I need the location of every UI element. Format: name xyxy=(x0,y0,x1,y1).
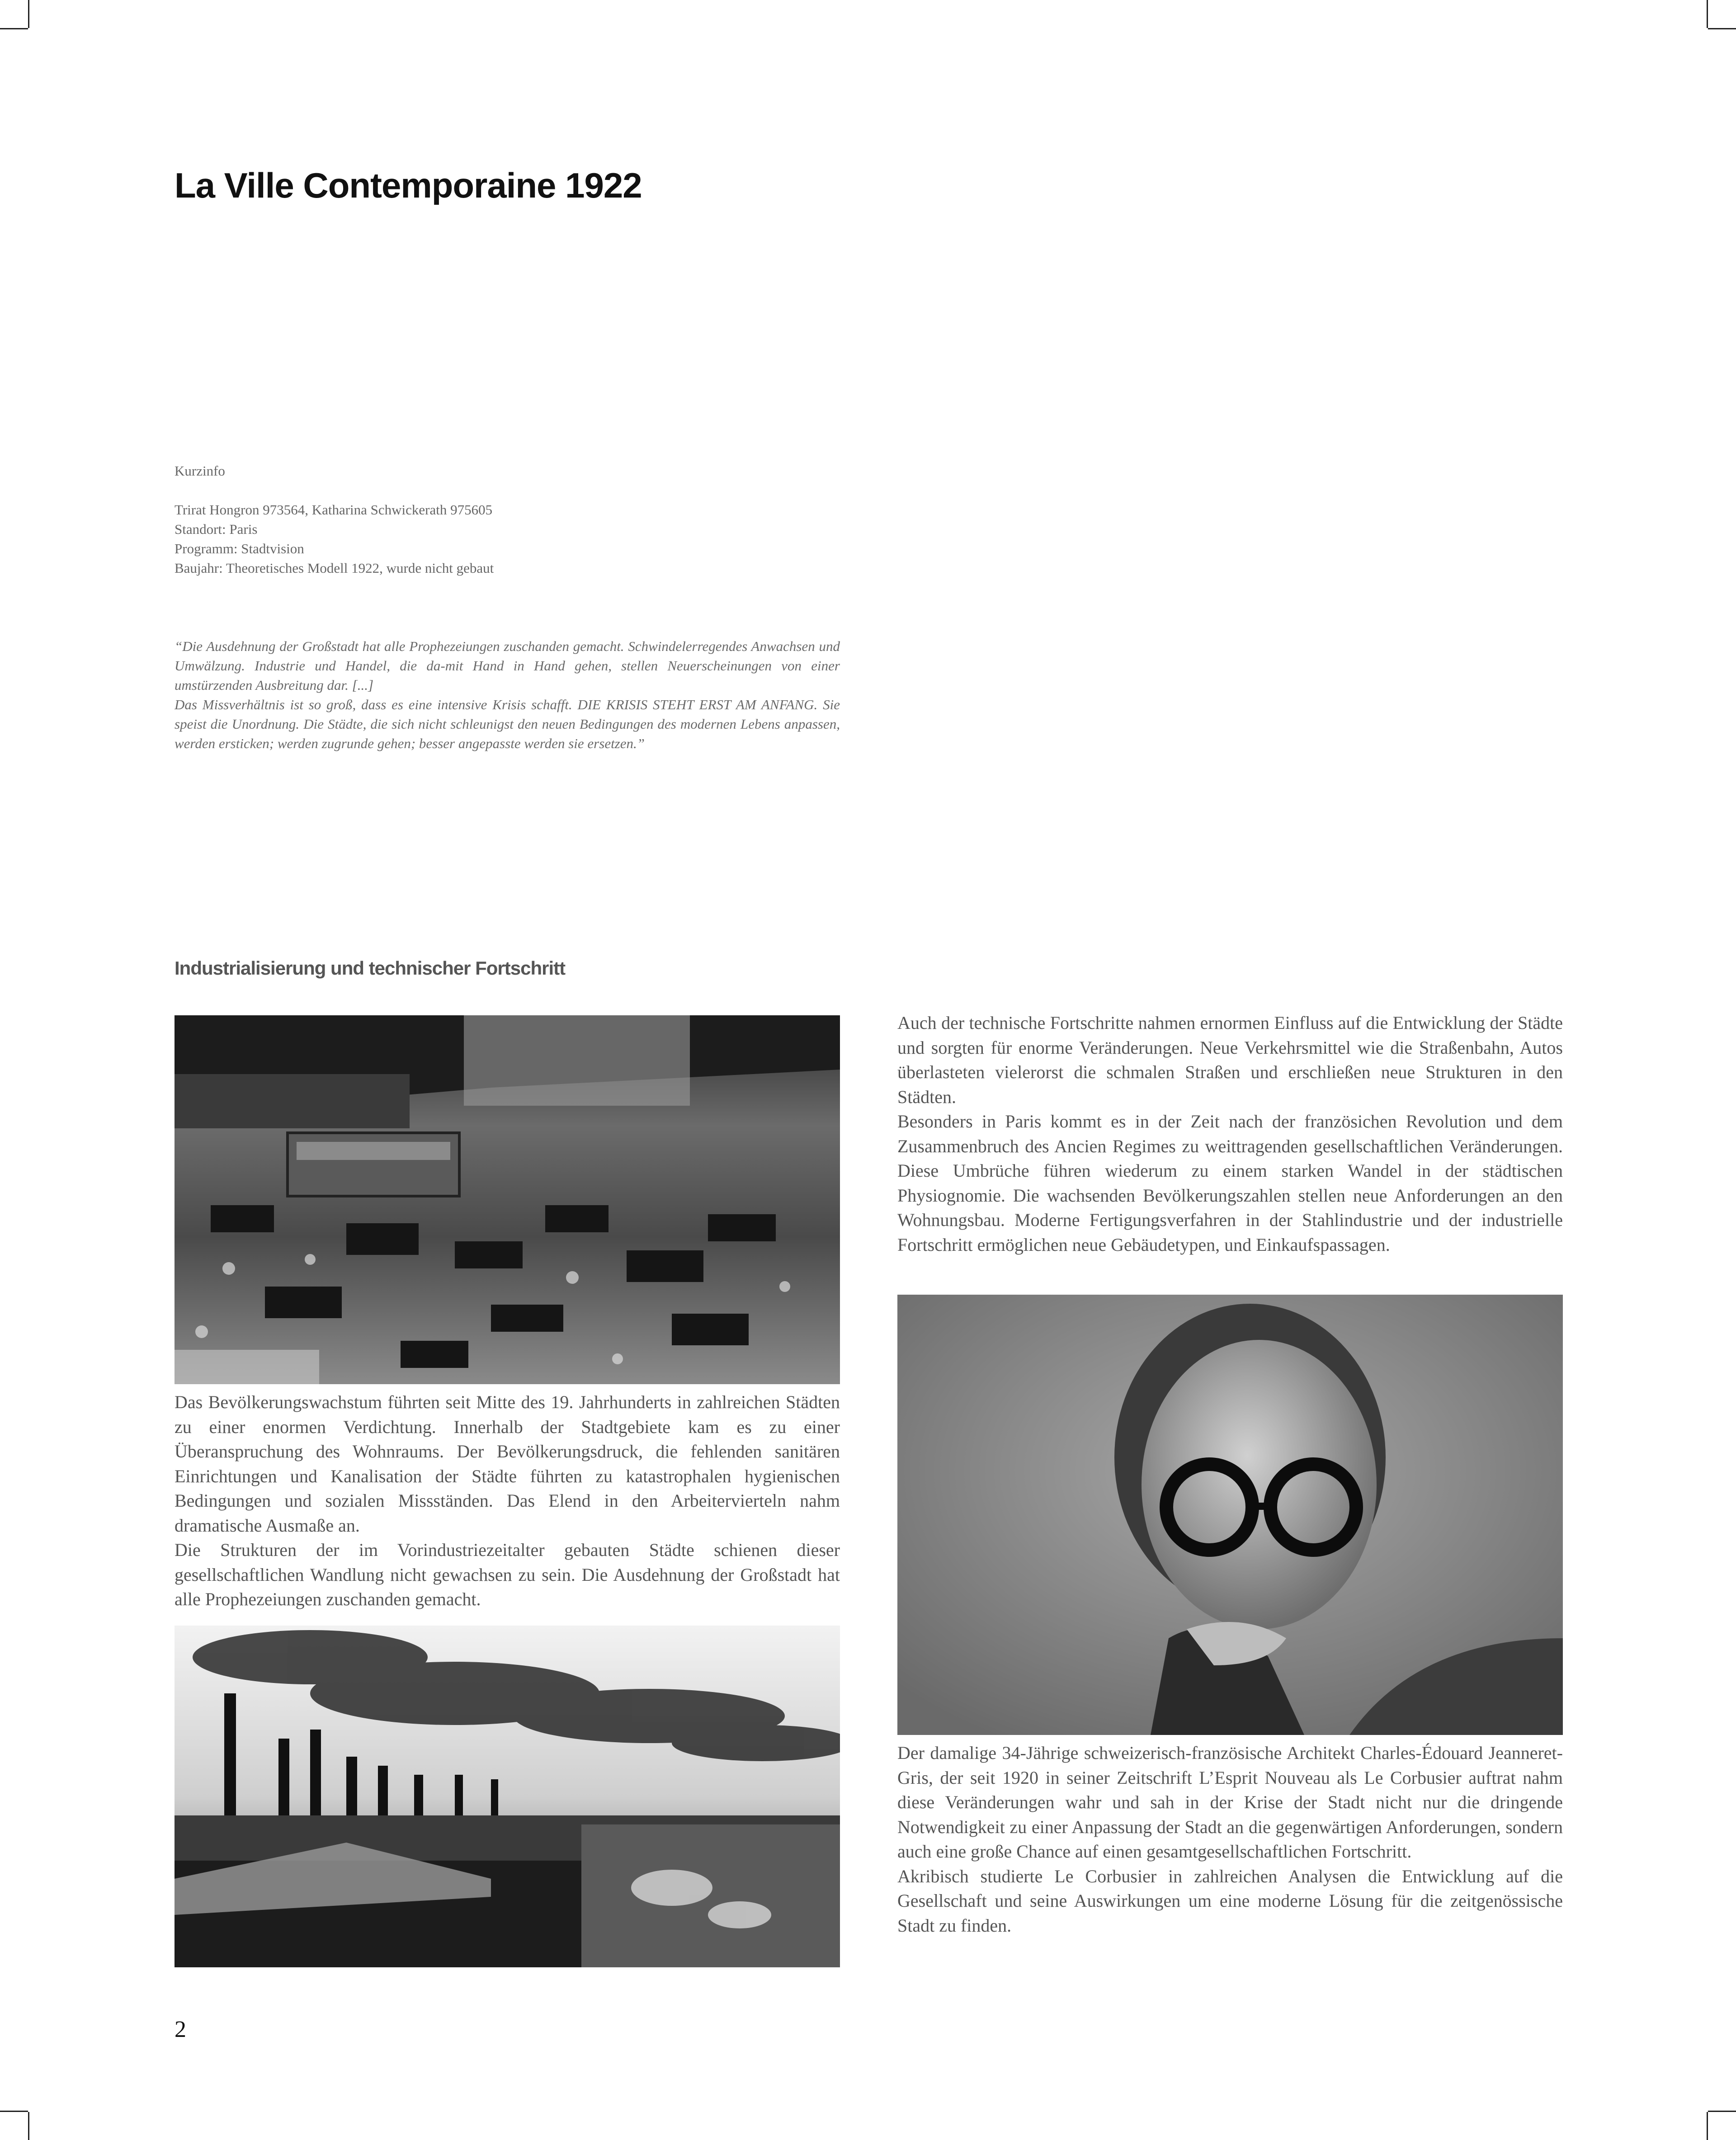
le-corbusier-paragraph-2: Akribisch studierte Le Corbusier in zahlreichen Analysen die Entwicklung auf die Gesellschaft und seine Auswirkungen um eine moderne Lösung für die zeitgenössische Stadt zu finden. xyxy=(897,1866,1563,1936)
le-corbusier-paragraph-1: Der damalige 34-Jährige schweizerisch-französische Architekt Charles-Édouard Jeanneret-Gris, der seit 1920 in seiner Zeitschrift L’Esprit Nouveau als Le Corbusier auftrat nahm diese Veränderungen wahr und sah in der Krise der Stadt nicht nur die dringende Notwendigkeit zu einer Anpassung der Stadt an die gegenwärtigen Anforderungen, sondern auch eine große Chance auf einen gesamtgesellschaftlichen Fortschritt. xyxy=(897,1743,1563,1862)
factory-chimneys-photo xyxy=(175,1626,840,1967)
kurzinfo-standort: Standort: Paris xyxy=(175,521,258,537)
crop-mark-top-left-v xyxy=(28,0,29,28)
crop-mark-top-right-h xyxy=(1708,28,1736,29)
kurzinfo-authors: Trirat Hongron 973564, Katharina Schwickerath 975605 xyxy=(175,502,493,518)
kurzinfo-baujahr: Baujahr: Theoretisches Modell 1922, wurde nicht gebaut xyxy=(175,560,494,576)
section-heading: Industrialisierung und technischer Fortschritt xyxy=(175,957,566,979)
le-corbusier-portrait xyxy=(897,1295,1563,1735)
crop-mark-bottom-left-v xyxy=(28,2112,29,2140)
quote-paragraph-1: “Die Ausdehnung der Großstadt hat alle Prophezeiungen zuschanden gemacht. Schwindelerregendes Anwachsen und Umwälzung. Industrie und Handel, die da-mit Hand in Hand gehen, stellen Neuerscheinungen von einer umstürzenden Ausbreitung dar. [...] xyxy=(175,638,840,693)
page-title: La Ville Contemporaine 1922 xyxy=(175,165,642,205)
population-growth-paragraph-2: Die Strukturen der im Vorindustriezeitalter gebauten Städte schienen dieser gesellschaftlichen Wandlung nicht gewachsen zu sein. Die Ausdehnung der Großstadt hat alle Prophezeiungen zuschanden gemacht. xyxy=(175,1540,840,1609)
le-corbusier-text xyxy=(897,1741,1563,1938)
tech-progress-text xyxy=(897,1011,1563,1257)
crop-mark-bottom-right-h xyxy=(1708,2111,1736,2112)
tech-progress-paragraph-2: Besonders in Paris kommt es in der Zeit nach der französichen Revolution und dem Zusammenbruch des Ancien Regimes zu weittragenden gesellschaftlichen Veränderungen. Diese Umbrüche führen wiederum zu einem starken Wandel in der städtischen Physiognomie. Die wachsenden Bevölkerungszahlen stellen neue Anforderungen an den Wohnungsbau. Moderne Fertigungsverfahren in der Stahlindustrie und der industrielle Fortschritt ermöglichen neue Gebäudetypen, und Einkaufspassagen. xyxy=(897,1111,1563,1255)
page-number: 2 xyxy=(175,2017,186,2042)
kurzinfo-block xyxy=(175,500,807,578)
population-growth-paragraph-1: Das Bevölkerungswachstum führten seit Mitte des 19. Jahrhunderts in zahlreichen Städten zu einer enormen Verdichtung. Innerhalb der Stadtgebiete kam es zu einer Überanspruchung des Wohnraums. Der Bevölkerungsdruck, die fehlenden sanitären Einrichtungen und Kanalisation der Städte führten zu katastrophalen hygienischen Bedingungen und sozialen Missständen. Das Elend in den Arbeitervierteln nahm dramatische Ausmaße an. xyxy=(175,1392,840,1536)
street-traffic-photo xyxy=(175,1015,840,1384)
kurzinfo-programm: Programm: Stadtvision xyxy=(175,541,304,556)
quote-block xyxy=(175,636,840,753)
crop-mark-top-right-v xyxy=(1707,0,1708,28)
crop-mark-top-left-h xyxy=(0,28,28,29)
crop-mark-bottom-right-v xyxy=(1707,2112,1708,2140)
kurzinfo-label: Kurzinfo xyxy=(175,463,225,479)
population-growth-text xyxy=(175,1390,840,1612)
tech-progress-paragraph-1: Auch der technische Fortschritte nahmen ernormen Einfluss auf die Entwicklung der Städte und sorgten für enorme Veränderungen. Neue Verkehrsmittel wie die Straßenbahn, Autos überlasteten vielerorst die schmalen Straßen und erschließen neue Strukturen in den Städten. xyxy=(897,1013,1563,1107)
crop-mark-bottom-left-h xyxy=(0,2111,28,2112)
quote-paragraph-2: Das Missverhältnis ist so groß, dass es eine intensive Krisis schafft. DIE KRISIS STEHT ERST AM ANFANG. Sie speist die Unordnung. Die Städte, die sich nicht schleunigst den neuen Bedingungen des modernen Lebens anpassen, werden ersticken; werden zugrunde gehen; besser angepasste werden sie ersetzen.” xyxy=(175,697,840,751)
